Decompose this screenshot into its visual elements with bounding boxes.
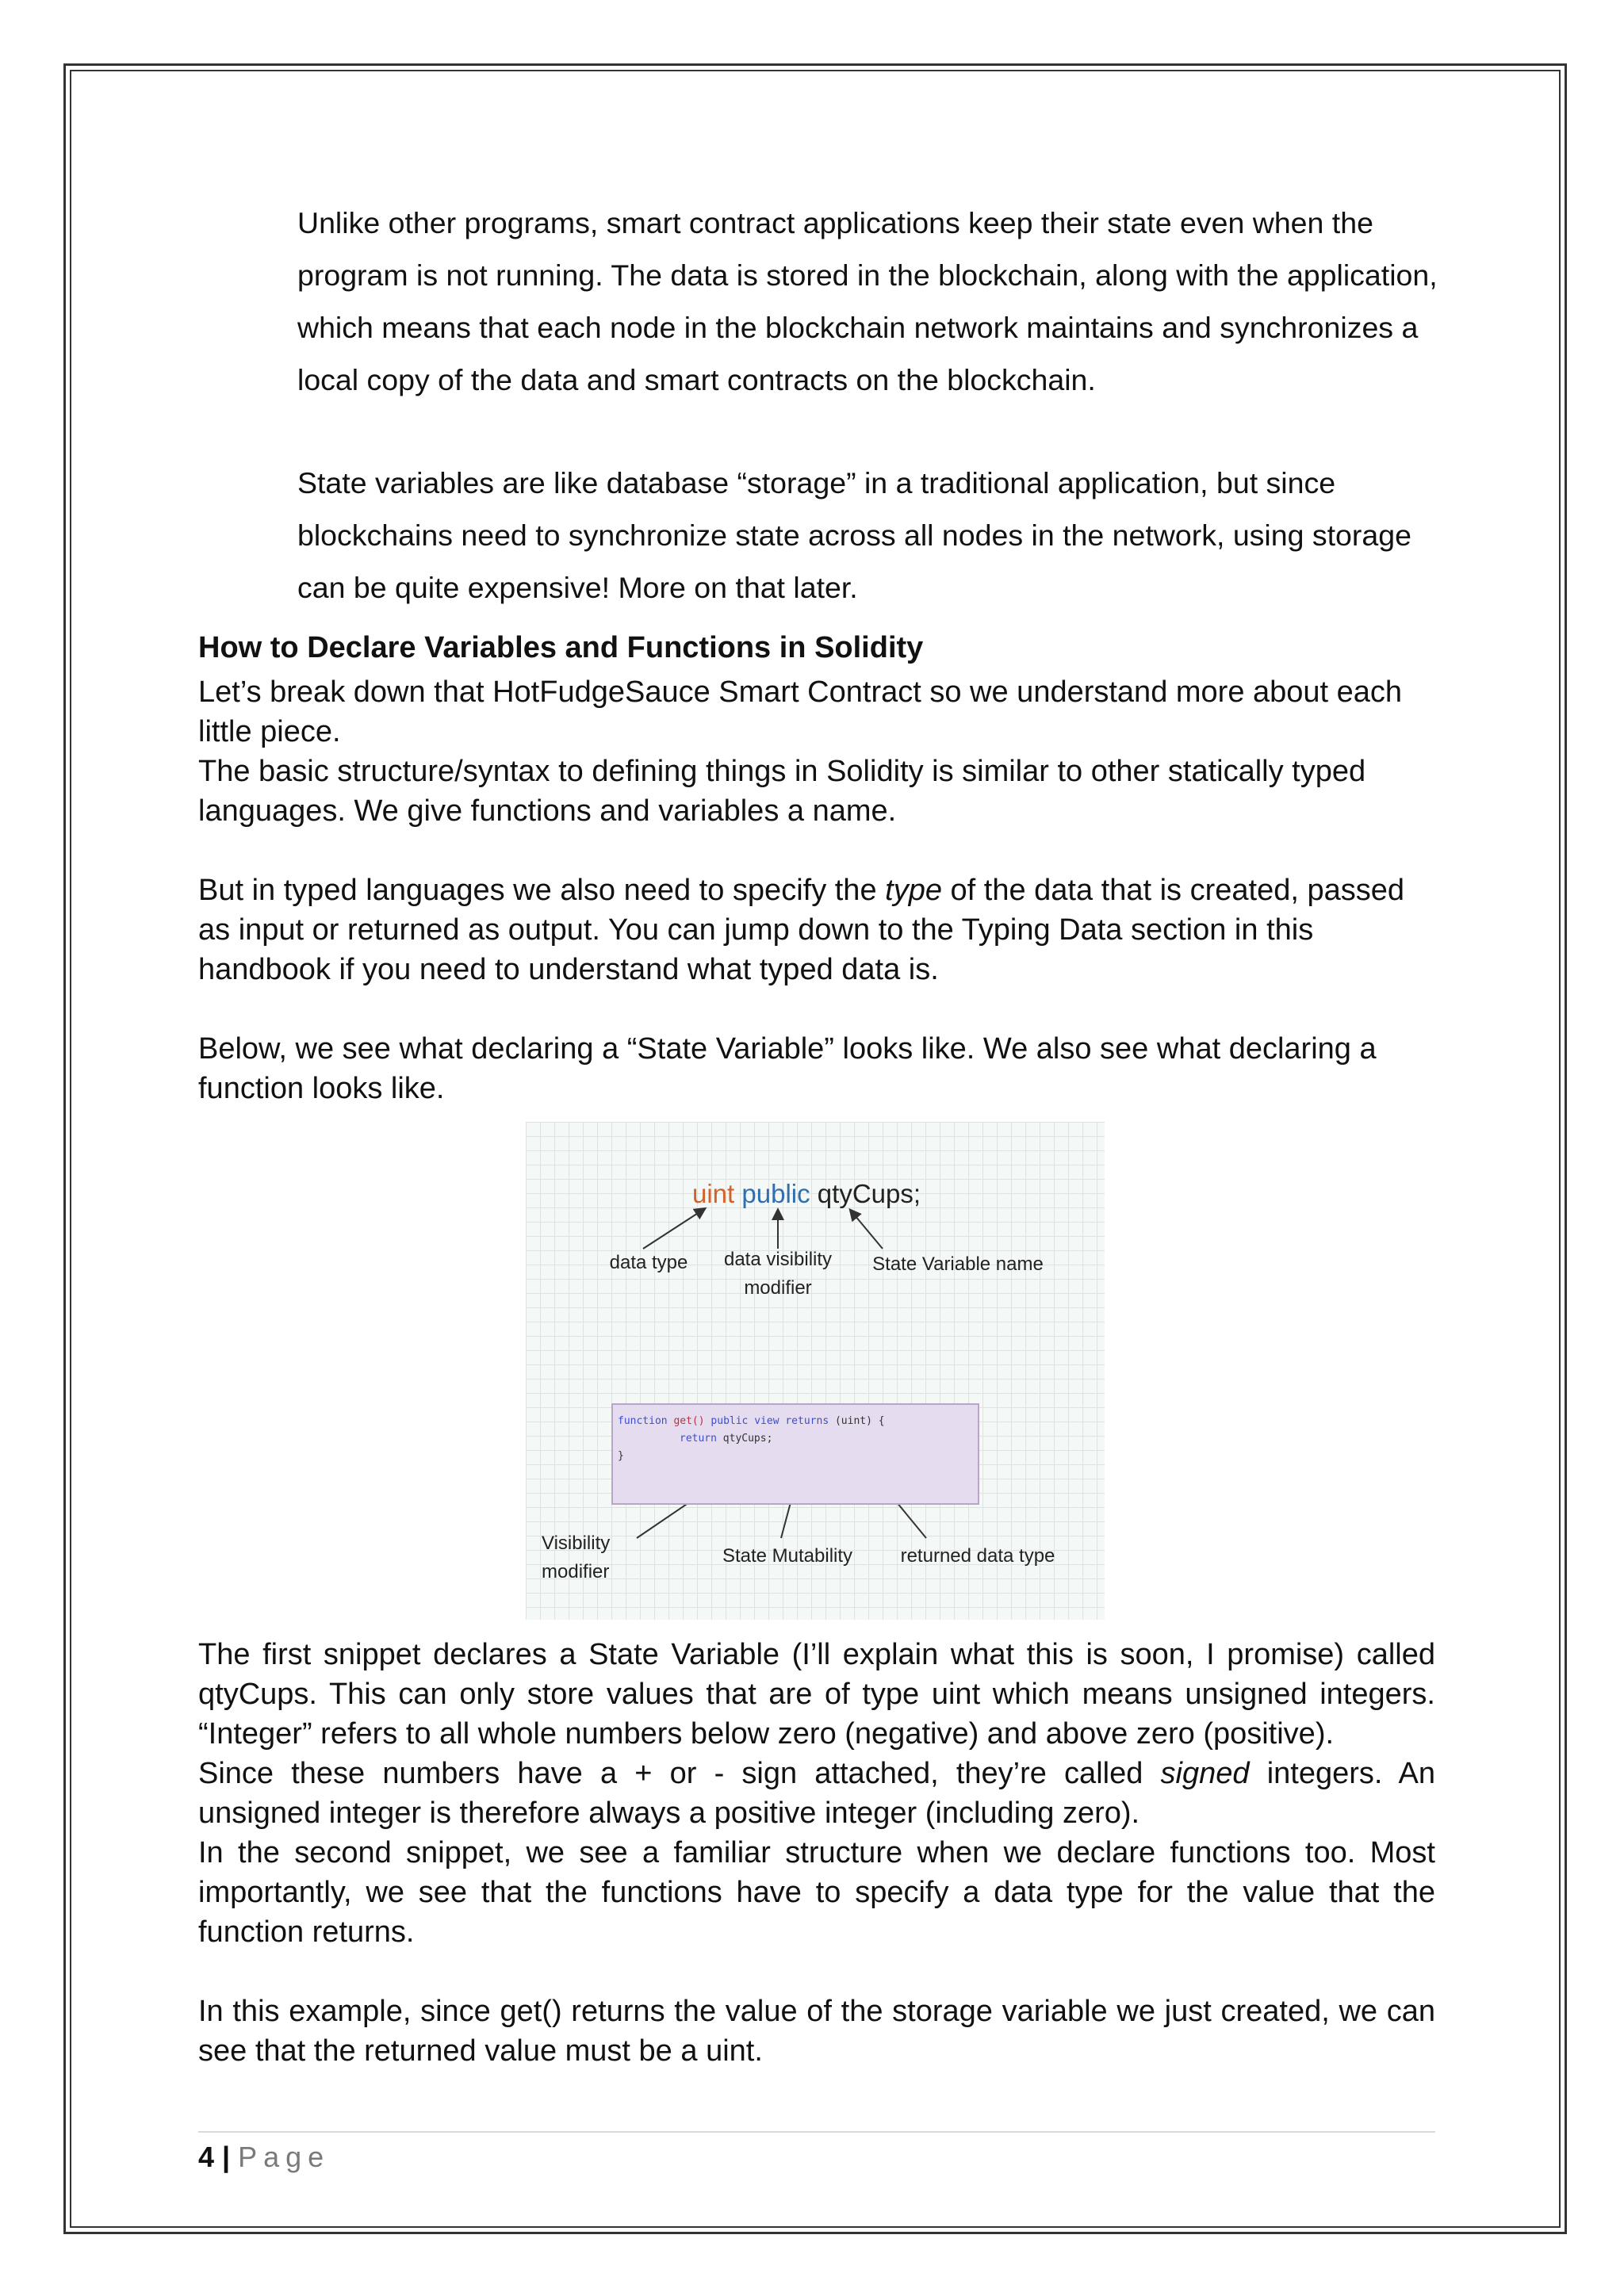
intro-paragraph-2: State variables are like database “storage” in a traditional application, but since blockchains need to synchronize state across all nodes in the network, using storage can be quite expensive! More on that later. — [297, 466, 1411, 604]
section-body — [198, 628, 1435, 1108]
label-state-mutability: State Mutability — [722, 1545, 853, 1567]
footer-separator: | — [214, 2141, 239, 2173]
paragraph-signed: Since these numbers have a + or - sign attached, they’re called signed integers. An unsigned integer is therefore always a positive integer (including zero). — [198, 1757, 1435, 1830]
paragraph-first-snippet: The first snippet declares a State Variable (I’ll explain what this is soon, I promise) called qtyCups. This can only store values that are of type uint which means unsigned integers. “Integer” refers to all whole numbers below zero (negative) and above zero (positive). — [198, 1638, 1435, 1751]
label-state-variable-name: State Variable name — [872, 1253, 1044, 1275]
paragraph-typed-languages: But in typed languages we also need to specify the type of the data that is created, passed as input or returned as output. You can jump down to the Typing Data section in this handbook if you need to understand what typed data is. — [198, 874, 1405, 986]
paragraph-second-snippet: In the second snippet, we see a familiar structure when we declare functions too. Most importantly, we see that the functions have to specify a data type for the value that the function returns. — [198, 1836, 1435, 1949]
function-code-box: function get() public view returns (uint) { return qtyCups; } — [611, 1403, 979, 1505]
footer-divider — [198, 2131, 1435, 2133]
solidity-declaration-figure — [526, 1122, 1105, 1620]
paragraph-example: In this example, since get() returns the value of the storage variable we just created, we can see that the returned value must be a uint. — [198, 1995, 1435, 2068]
intro-paragraph-1: Unlike other programs, smart contract applications keep their state even when the program is not running. The data is stored in the blockchain, along with the application, which means that each node in the blockchain network maintains and synchronizes a local copy of the data and smart contracts on the blockchain. — [297, 206, 1438, 396]
label-data-visibility: data visibility modifier — [723, 1249, 833, 1299]
label-returned-data-type: returned data type — [900, 1545, 1055, 1567]
paragraph-breakdown: Let’s break down that HotFudgeSauce Smart Contract so we understand more about each little piece. — [198, 675, 1403, 748]
state-variable-code: uint public qtyCups; — [692, 1179, 921, 1208]
page-footer — [198, 2137, 330, 2177]
label-data-type: data type — [609, 1252, 688, 1273]
explanation-body — [198, 1635, 1435, 2071]
paragraph-structure: The basic structure/syntax to defining things in Solidity is similar to other statically typed languages. We give functions and variables a name. — [198, 755, 1366, 828]
label-visibility-modifier: Visibility modifier — [542, 1533, 611, 1582]
paragraph-below: Below, we see what declaring a “State Variable” looks like. We also see what declaring a function looks like. — [198, 1032, 1377, 1105]
page-word: Page — [238, 2141, 331, 2173]
page-number: 4 — [198, 2141, 215, 2173]
section-heading: How to Declare Variables and Functions in Solidity — [198, 631, 924, 664]
